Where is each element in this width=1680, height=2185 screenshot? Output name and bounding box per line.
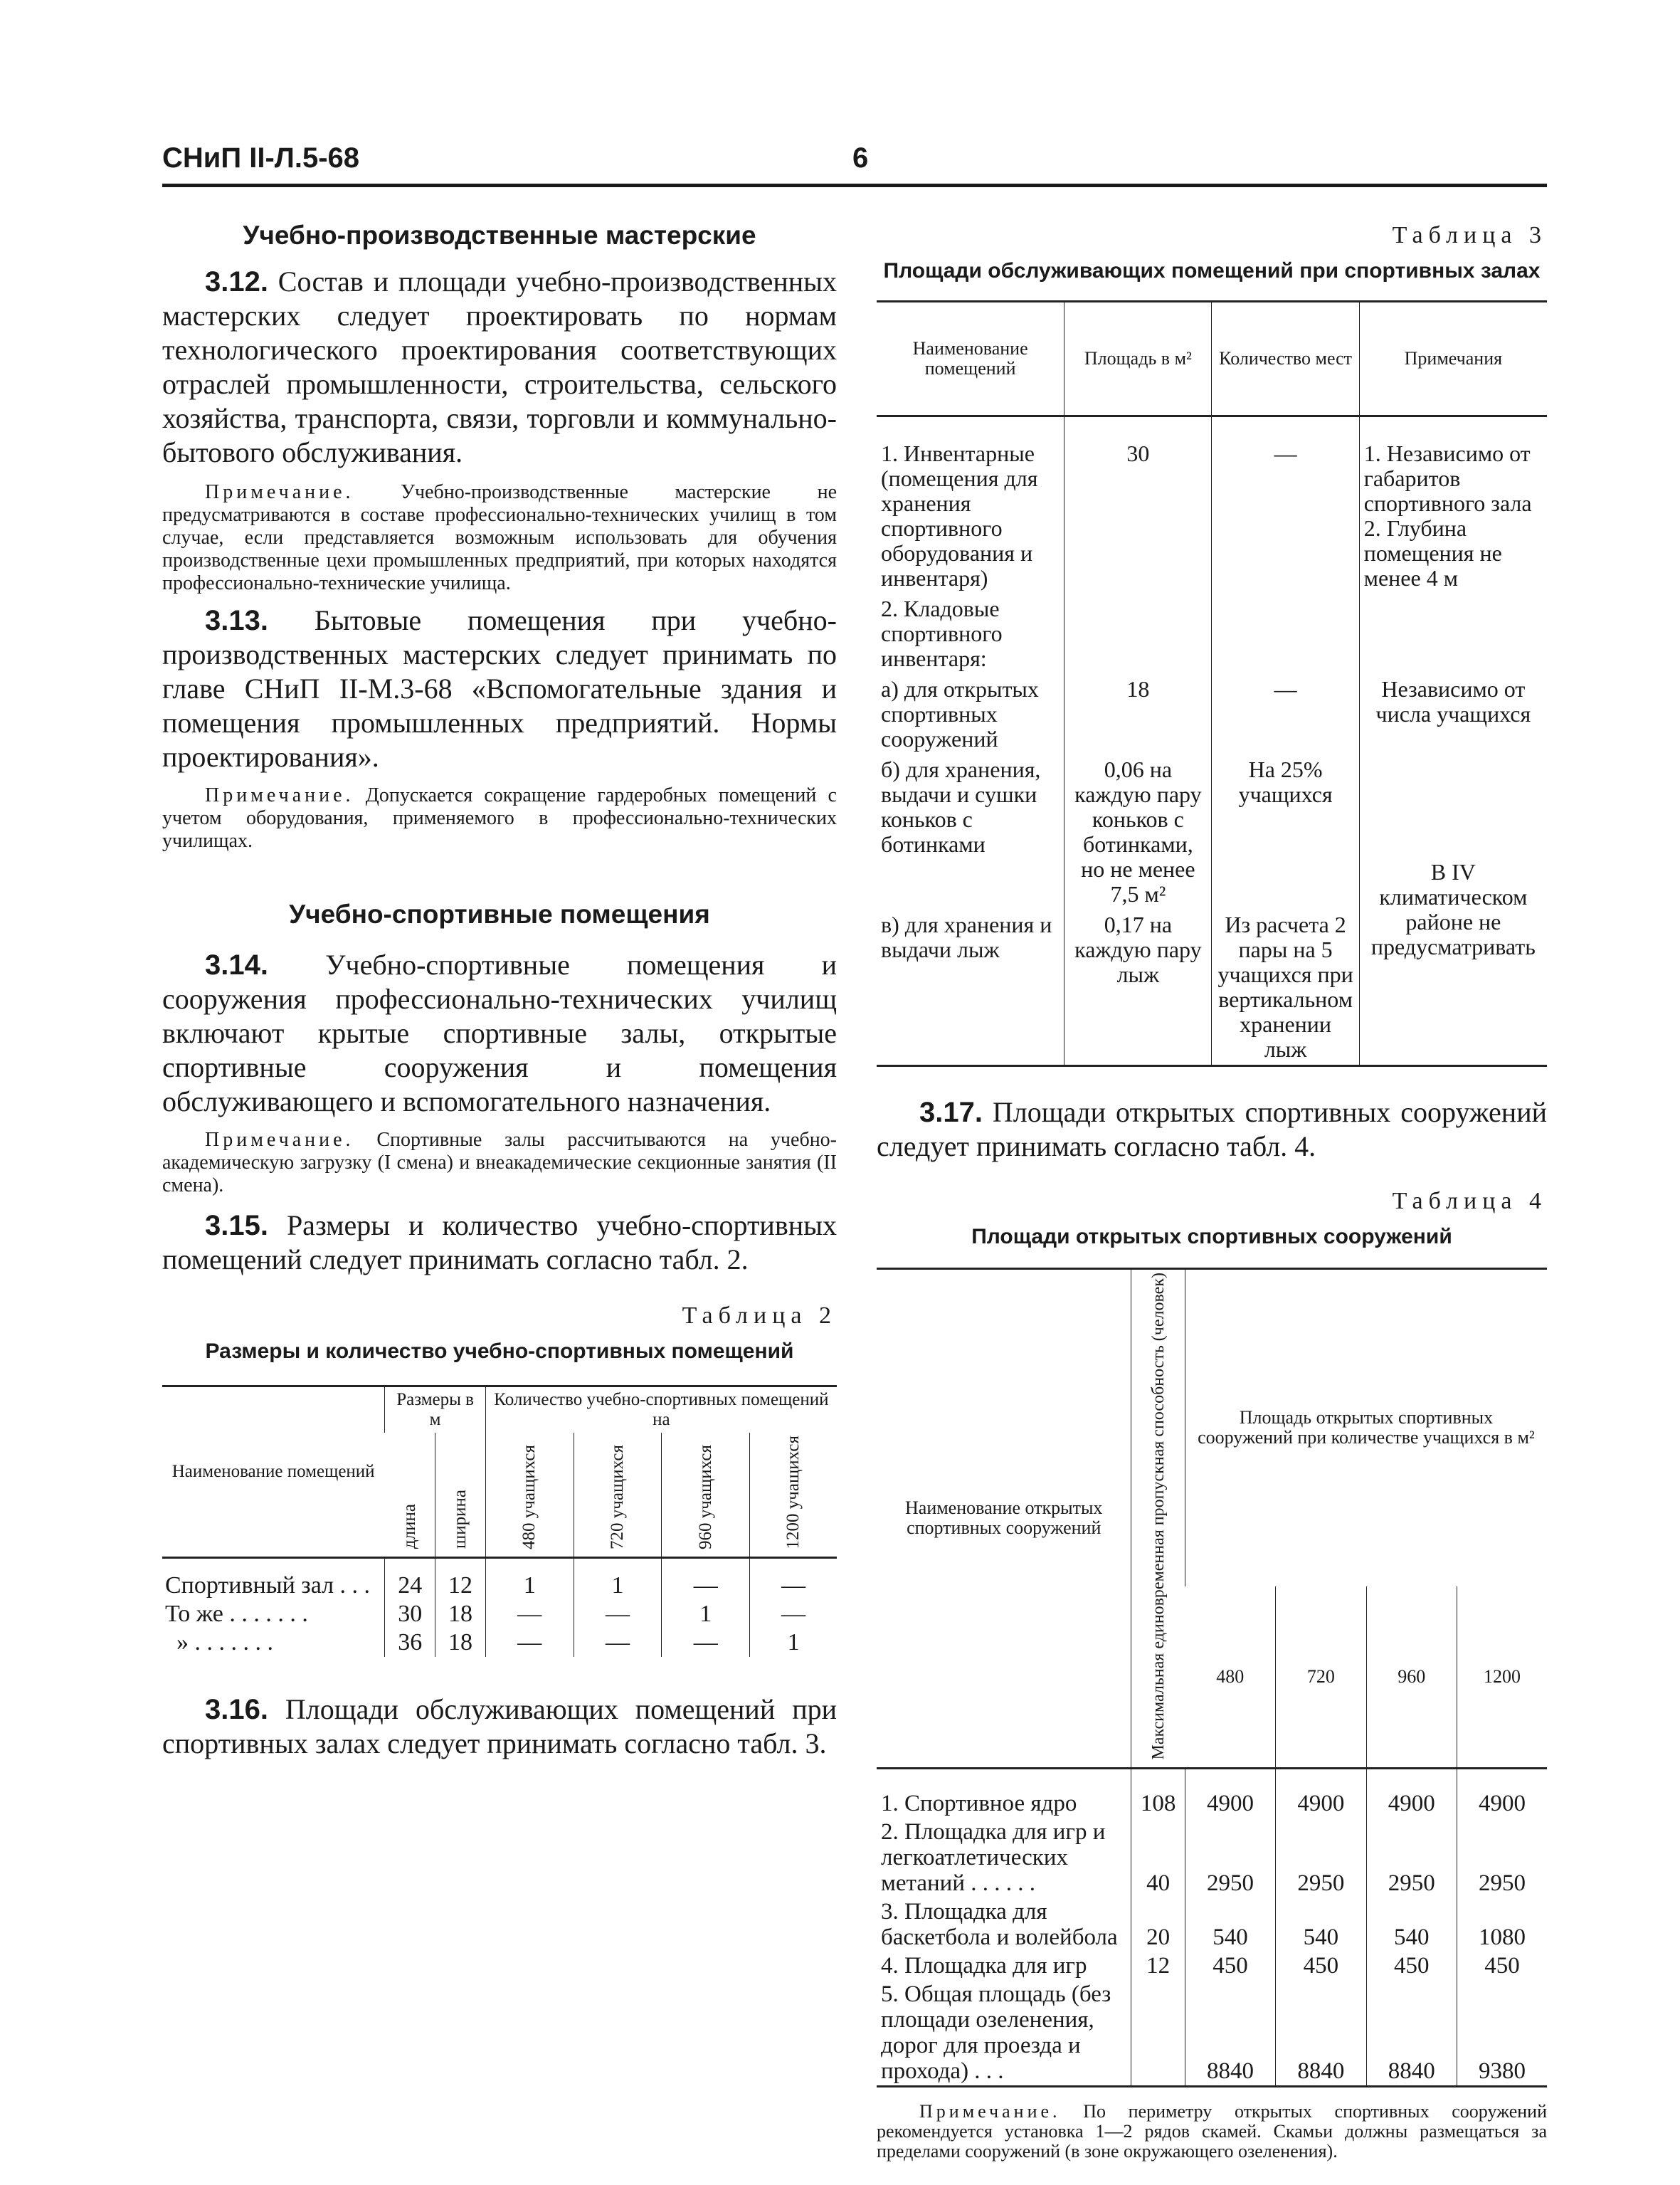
clause-text: Размеры и количество учебно-спортивных помещений следует принимать согласно табл. 2. xyxy=(162,1209,837,1275)
table-row: б) для хранения, выдачи и сушки коньков с ботинками 0,06 на каждую пару коньков с ботинками, но не менее 7,5 м² На 25% учащихся В IV климатическом районе не предусматривать xyxy=(877,754,1547,910)
note-text: Допускается сокращение гардеробных помещений с учетом оборудования, применяемого в профессионально-технических училищах. xyxy=(162,784,837,852)
note-label: Примечание. xyxy=(205,1129,354,1151)
table-row: 1. Инвентарные (помещения для хранения спортивного оборудования и инвентаря) 30 — 1. Независимо от габаритов спортивного зала 2. Глубина помещения не менее 4 м xyxy=(877,416,1547,594)
table-row: 2. Площадка для игр и легкоатлетических метаний . . . . . . 40 2950 2950 2950 2950 xyxy=(877,1818,1547,1897)
table-3-caption: Таблица 3 xyxy=(1392,222,1547,248)
paragraph-3-13 xyxy=(162,604,837,774)
header-notes: Примечания xyxy=(1359,302,1547,416)
table-row: а) для открытых спортивных сооружений 18 — Независимо от числа учащихся xyxy=(877,674,1547,754)
header-name: Наименование помещений xyxy=(171,1462,375,1482)
header-rule xyxy=(162,184,1547,187)
clause-text: Бытовые помещения при учебно-производственных мастерских следует принимать по главе СНиП II-М.3-68 «Вспомогательные здания и помещения промышленных предприятий. Нормы проектирования». xyxy=(162,604,837,773)
table-row: Спортивный зал . . . 24 12 1 1 — — xyxy=(162,1558,837,1601)
header-area: Площадь открытых спортивных сооружений при количестве учащихся в м² xyxy=(1185,1269,1547,1586)
clause-number: 3.16. xyxy=(205,1694,268,1726)
paragraph-3-14 xyxy=(162,948,837,1119)
note-sports-halls xyxy=(162,1129,837,1197)
paragraph-3-16 xyxy=(162,1692,837,1761)
paragraph-3-15 xyxy=(162,1209,837,1277)
clause-number: 3.14. xyxy=(205,949,268,981)
header-places: Количество мест xyxy=(1212,302,1359,416)
header-720: 720 учащихся xyxy=(607,1444,627,1549)
header-width: ширина xyxy=(450,1490,470,1549)
table-row: 5. Общая площадь (без площади озеленения, дорог для проезда и прохода) . . . 8840 8840 8840 9380 xyxy=(877,1980,1547,2087)
table-3 xyxy=(877,300,1547,1067)
clause-text: Площади обслуживающих помещений при спортивных залах следует принимать согласно табл. 3. xyxy=(162,1693,837,1760)
table-2-caption: Таблица 2 xyxy=(682,1302,837,1329)
table-row: 4. Площадка для игр 12 450 450 450 450 xyxy=(877,1952,1547,1980)
note-text: Учебно-производственные мастерские не предусматриваются в составе профессионально-технических училищ в том случае, если представляется возможным использовать для обучения производственные цехи промышленных предприятий, при которых находятся профессионально-технические училища. xyxy=(162,481,837,594)
header-1200: 1200 учащихся xyxy=(783,1436,803,1549)
table-row: То же . . . . . . . 30 18 — — 1 — xyxy=(162,1600,837,1628)
paragraph-3-12 xyxy=(162,265,837,470)
header-960: 960 учащихся xyxy=(695,1444,715,1549)
table-4-caption: Таблица 4 xyxy=(1392,1188,1547,1214)
header-capacity: Максимальная единовременная пропускная способность (человек) xyxy=(1148,1273,1168,1760)
table-2-title: Размеры и количество учебно-спортивных помещений xyxy=(205,1339,794,1363)
note-text: Спортивные залы рассчитываются на учебно-академическую загрузку (I смена) и внеакадемические секционные занятия (II смена). xyxy=(162,1129,838,1196)
table-row: 2. Кладовые спортивного инвентаря: xyxy=(877,594,1547,674)
section-title-sports: Учебно-спортивные помещения xyxy=(289,900,710,929)
right-column xyxy=(877,214,1547,2162)
note-label: Примечание. xyxy=(205,784,354,806)
clause-text: Состав и площади учебно-производственных мастерских следует проектировать по нормам технологического проектирования соответствующих отраслей промышленности, строительства, сельского хозяйства, транспорта, связи, торговли и коммунально-бытового обслуживания. xyxy=(162,265,838,468)
table-4 xyxy=(877,1268,1547,2087)
section-title-workshops: Учебно-производственные мастерские xyxy=(243,221,756,250)
clause-number: 3.15. xyxy=(205,1210,268,1241)
table-4-title: Площади открытых спортивных сооружений xyxy=(971,1225,1452,1248)
paragraph-3-17 xyxy=(877,1095,1547,1164)
clause-number: 3.17. xyxy=(919,1097,983,1128)
table-3-title: Площади обслуживающих помещений при спортивных залах xyxy=(883,259,1541,283)
header-480: 480 учащихся xyxy=(519,1444,539,1549)
table-row: 3. Площадка для баскетбола и волейбола 20 540 540 540 1080 xyxy=(877,1897,1547,1952)
document-code: СНиП II-Л.5-68 xyxy=(162,142,360,174)
header-480: 480 xyxy=(1216,1665,1245,1687)
note-benches xyxy=(877,2102,1547,2162)
table-2 xyxy=(162,1385,837,1657)
table-row: » . . . . . . . 36 18 — — — 1 xyxy=(162,1628,837,1657)
clause-text: Площади открытых спортивных сооружений следует принимать согласно табл. 4. xyxy=(877,1096,1548,1162)
clause-number: 3.12. xyxy=(205,266,268,298)
header-count: Количество учебно-спортивных помещений на xyxy=(485,1386,837,1433)
header-720: 720 xyxy=(1276,1586,1366,1768)
note-label: Примечание. xyxy=(919,2100,1061,2122)
header-960: 960 xyxy=(1366,1586,1457,1768)
header-sizes: Размеры в м xyxy=(385,1386,486,1433)
table-row: 1. Спортивное ядро 108 4900 4900 4900 4900 xyxy=(877,1768,1547,1818)
header-1200: 1200 xyxy=(1457,1586,1547,1768)
clause-text: Учебно-спортивные помещения и сооружения профессионально-технических училищ включают крытые спортивные залы, открытые спортивные сооружения и помещения обслуживающего и вспомогательного назначения. xyxy=(162,949,838,1117)
note-wardrobes xyxy=(162,784,837,853)
page-number: 6 xyxy=(852,142,869,174)
note-workshops xyxy=(162,481,837,595)
table-row: в) для хранения и выдачи лыж 0,17 на каждую пару лыж Из расчета 2 пары на 5 учащихся при вертикальном хранении лыж xyxy=(877,910,1547,1066)
clause-number: 3.13. xyxy=(205,605,268,636)
header-length: длина xyxy=(399,1504,419,1549)
header-name: Наименование помещений xyxy=(912,338,1028,379)
header-area: Площадь в м² xyxy=(1064,302,1212,416)
note-label: Примечание. xyxy=(205,481,354,503)
left-column xyxy=(162,214,837,1761)
header-name: Наименование открытых спортивных сооружений xyxy=(905,1497,1103,1539)
note-text: По периметру открытых спортивных сооружений рекомендуется установка 1—2 рядов скамей. Скамьи должны размещаться за пределами сооружений (в зоне окружающего озеленения). xyxy=(877,2100,1548,2162)
